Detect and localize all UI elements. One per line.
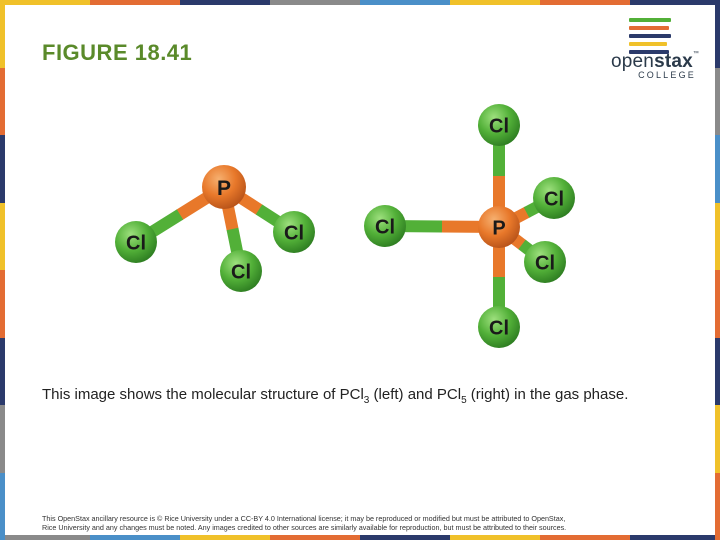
caption-subscript-1: 3 xyxy=(363,395,370,406)
figure-title: FIGURE 18.41 xyxy=(42,40,193,65)
pcl3-molecule xyxy=(115,165,315,292)
cl-atom-label: Cl xyxy=(284,222,304,245)
caption-text-1: This image shows the molecular structure of PCl xyxy=(42,386,364,403)
figure-caption xyxy=(42,386,628,406)
caption-text-2: (left) and PCl xyxy=(369,386,462,403)
cl-atom-label: Cl xyxy=(489,115,509,138)
license-line-1: This OpenStax ancillary resource is © Rice University under a CC-BY 4.0 International license; it may be reproduced or modified but must be attributed to OpenStax, xyxy=(42,514,566,523)
logo-subtitle: COLLEGE xyxy=(638,70,696,80)
cl-atom-label: Cl xyxy=(375,216,395,239)
logo-trademark: ™ xyxy=(692,51,700,57)
pcl5-molecule xyxy=(364,104,575,348)
caption-text-3: (right) in the gas phase. xyxy=(466,386,629,403)
cl-atom-label: Cl xyxy=(535,252,555,275)
cl-atom-label: Cl xyxy=(544,188,564,211)
license-line-2: Rice University and any changes must be noted. Any images credited to other sources are similarly available for reproduction, but must be attributed to their sources. xyxy=(42,523,567,532)
p-atom-label: P xyxy=(492,217,506,240)
cl-atom-label: Cl xyxy=(231,261,251,284)
logo-word-light: open xyxy=(611,51,655,72)
license-footer xyxy=(42,514,566,532)
cl-atom-label: Cl xyxy=(126,232,146,255)
caption-subscript-2: 5 xyxy=(461,395,467,406)
cl-atom-label: Cl xyxy=(489,317,509,340)
p-atom-label: P xyxy=(216,176,232,200)
logo-word-bold: stax xyxy=(654,51,693,72)
